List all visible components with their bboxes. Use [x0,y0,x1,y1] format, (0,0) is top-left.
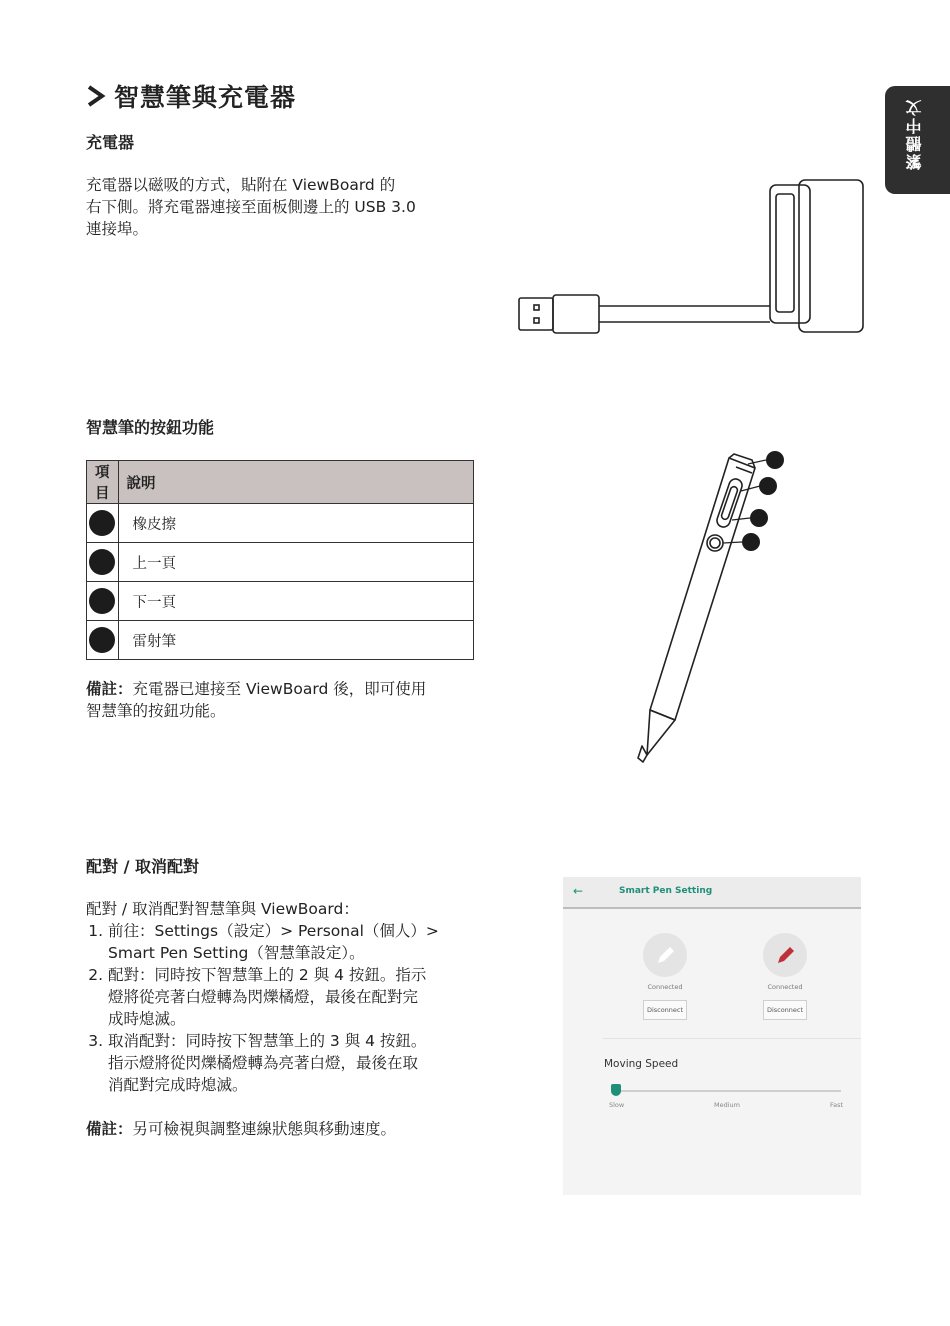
note-label: 備註： [86,1120,133,1138]
page-title: 智慧筆與充電器 [114,83,297,112]
step-line: 燈將從亮著白燈轉為閃爍橘燈，最後在配對完 [108,988,419,1006]
table-row [87,543,474,582]
pencil-icon [763,933,807,977]
charger-body-line: 右下側。將充電器連接至面板側邊上的 USB 3.0 [86,198,416,216]
charger-body [86,174,506,240]
note-label: 備註： [86,680,133,698]
pairing-steps [86,920,486,1096]
screenshot-app-bar [563,877,861,909]
list-item [108,1030,486,1096]
charger-heading: 充電器 [86,133,135,152]
step-line: 消配對完成時熄滅。 [108,1076,248,1094]
smart-pen-illustration [630,448,790,773]
list-item [108,920,486,964]
table-cell-desc: 下一頁 [118,582,474,621]
step-line: 3. 取消配對：同時按下智慧筆上的 3 與 4 按鈕。 [108,1032,427,1050]
speed-slider-thumb[interactable] [611,1084,621,1096]
button-marker-icon [89,627,115,653]
language-tab-label: 繁體中文 [905,98,924,170]
back-arrow-icon[interactable]: ← [573,884,584,898]
table-row [87,504,474,543]
step-line: 2. 配對：同時按下智慧筆上的 2 與 4 按鈕。指示 [108,966,427,984]
smart-pen-setting-screenshot [563,877,861,1195]
pen1-disconnect-button[interactable]: Disconnect [643,1000,687,1020]
pairing-body [86,898,486,1140]
step-line: 成時熄滅。 [108,1010,186,1028]
speed-slow-label: Slow [609,1101,625,1109]
button-marker-icon [89,510,115,536]
language-tab [885,86,950,194]
note-text: 充電器已連接至 ViewBoard 後，即可使用 [132,680,427,698]
col-desc-header: 說明 [118,461,474,504]
pen2-status-icon [763,933,807,977]
table-cell-desc: 上一頁 [118,543,474,582]
buttons-note [86,678,486,722]
table-header-row [87,461,474,504]
col-item-header: 項目 [87,461,119,504]
step-line: Smart Pen Setting（智慧筆設定）。 [108,944,365,962]
charger-body-line: 連接埠。 [86,220,149,238]
table-row [87,621,474,660]
button-marker-icon [89,549,115,575]
list-item [108,964,486,1030]
note-text: 智慧筆的按鈕功能。 [86,702,226,720]
speed-fast-label: Fast [830,1101,844,1109]
screenshot-title: Smart Pen Setting [619,886,713,896]
divider [603,1038,861,1039]
pairing-intro: 配對 / 取消配對智慧筆與 ViewBoard： [86,900,359,918]
charger-illustration [515,178,870,338]
step-line: 1. 前往：Settings（設定）> Personal（個人）> [108,922,439,940]
pen1-status-icon [643,933,687,977]
moving-speed-label: Moving Speed [604,1058,679,1070]
table-cell-desc: 橡皮擦 [118,504,474,543]
speed-slider-track[interactable] [611,1090,841,1092]
button-marker-icon [89,588,115,614]
pen2-status: Connected [767,983,803,991]
table-cell-desc: 雷射筆 [118,621,474,660]
pairing-heading: 配對 / 取消配對 [86,857,199,876]
speed-medium-label: Medium [714,1101,740,1109]
pencil-icon [643,933,687,977]
charger-body-line: 充電器以磁吸的方式，貼附在 ViewBoard 的 [86,176,396,194]
chevron-right-icon [86,84,106,108]
note-text: 另可檢視與調整連線狀態與移動速度。 [132,1120,397,1138]
step-line: 指示燈將從閃爍橘燈轉為亮著白燈，最後在取 [108,1054,419,1072]
pen1-status: Connected [647,983,683,991]
buttons-heading: 智慧筆的按鈕功能 [86,418,215,437]
pen2-disconnect-button[interactable]: Disconnect [763,1000,807,1020]
button-function-table [86,460,474,660]
table-row [87,582,474,621]
